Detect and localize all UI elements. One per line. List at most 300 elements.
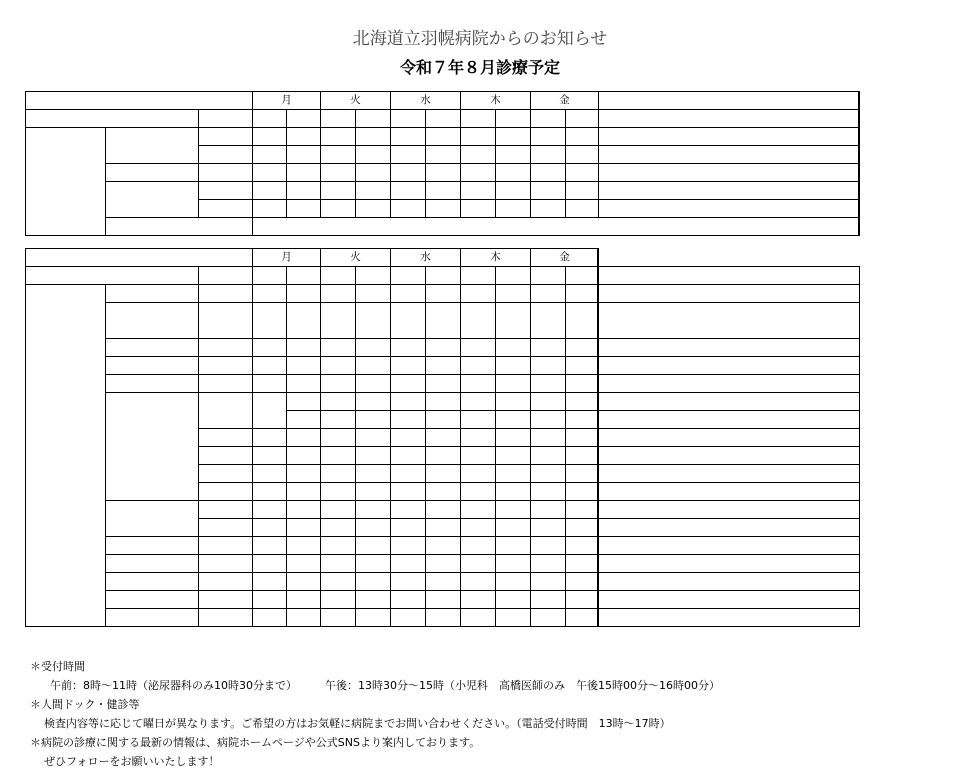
schedule-mark	[356, 429, 391, 447]
schedule-mark	[321, 164, 356, 182]
day-header-0: 月	[253, 92, 321, 110]
reservation-label	[253, 200, 287, 218]
schedule-mark	[496, 501, 531, 519]
day-header-2: 水	[391, 92, 461, 110]
column-header-reservation	[253, 110, 287, 128]
schedule-mark	[287, 303, 321, 339]
schedule-mark	[496, 339, 531, 357]
schedule-mark	[356, 393, 391, 411]
specialist-schedule-table	[25, 248, 860, 627]
schedule-mark	[461, 393, 496, 411]
schedule-mark	[321, 411, 356, 429]
reservation-label	[253, 465, 287, 483]
schedule-mark	[321, 357, 356, 375]
schedule-mark	[599, 146, 860, 164]
pm-header	[531, 110, 566, 128]
schedule-mark	[599, 411, 860, 429]
schedule-mark	[566, 555, 599, 573]
am-header	[566, 267, 599, 285]
schedule-mark	[531, 501, 566, 519]
schedule-mark	[461, 591, 496, 609]
reservation-label	[253, 483, 287, 501]
reservation-label	[253, 146, 287, 164]
schedule-mark	[321, 609, 356, 627]
schedule-mark	[321, 339, 356, 357]
reservation-label	[253, 555, 287, 573]
schedule-mark	[566, 128, 599, 146]
schedule-mark	[461, 483, 496, 501]
am-header	[426, 267, 461, 285]
doctor-label	[199, 519, 253, 537]
am-header	[426, 110, 461, 128]
am-header	[356, 110, 391, 128]
schedule-mark	[321, 146, 356, 164]
schedule-mark	[426, 339, 461, 357]
schedule-mark	[531, 164, 566, 182]
schedule-mark	[566, 501, 599, 519]
schedule-mark	[566, 393, 599, 411]
doctor-label	[199, 128, 253, 146]
schedule-mark	[287, 573, 321, 591]
schedule-mark	[599, 375, 860, 393]
dept-label	[106, 393, 199, 501]
doctor-label	[199, 393, 253, 429]
schedule-mark	[321, 303, 356, 339]
schedule-mark	[531, 182, 566, 200]
table-row	[26, 182, 860, 200]
schedule-mark	[461, 146, 496, 164]
schedule-mark	[356, 164, 391, 182]
doctor-label	[199, 285, 253, 303]
table-row	[26, 537, 860, 555]
schedule-mark	[391, 501, 426, 519]
schedule-mark	[287, 537, 321, 555]
schedule-mark	[566, 429, 599, 447]
schedule-mark	[566, 303, 599, 339]
schedule-mark	[461, 573, 496, 591]
schedule-mark	[287, 200, 321, 218]
table-row	[26, 375, 860, 393]
schedule-mark	[496, 429, 531, 447]
dept-label	[106, 501, 199, 537]
schedule-mark	[599, 519, 860, 537]
schedule-mark	[287, 429, 321, 447]
am-header	[287, 110, 321, 128]
schedule-mark	[599, 537, 860, 555]
schedule-mark	[426, 375, 461, 393]
day-header-1: 火	[321, 249, 391, 267]
schedule-mark	[599, 483, 860, 501]
schedule-mark	[496, 303, 531, 339]
schedule-mark	[391, 555, 426, 573]
schedule-mark	[391, 182, 426, 200]
dept-label	[106, 555, 199, 573]
am-header	[356, 267, 391, 285]
schedule-mark	[531, 375, 566, 393]
schedule-mark	[566, 519, 599, 537]
schedule-mark	[461, 164, 496, 182]
schedule-mark	[599, 465, 860, 483]
schedule-mark	[391, 483, 426, 501]
schedule-mark	[426, 146, 461, 164]
schedule-mark	[426, 200, 461, 218]
schedule-mark	[287, 483, 321, 501]
table-row	[26, 393, 860, 411]
schedule-mark	[599, 303, 860, 339]
schedule-mark	[566, 339, 599, 357]
dept-label	[106, 182, 199, 218]
schedule-mark	[356, 146, 391, 164]
schedule-mark	[461, 182, 496, 200]
doctor-label	[199, 537, 253, 555]
schedule-mark	[566, 164, 599, 182]
day-header-3: 木	[461, 92, 531, 110]
dept-label	[106, 375, 199, 393]
doctor-label	[199, 182, 253, 200]
schedule-mark	[356, 285, 391, 303]
column-header-doctor	[199, 110, 253, 128]
reservation-label	[253, 339, 287, 357]
schedule-mark	[566, 573, 599, 591]
schedule-mark	[496, 609, 531, 627]
schedule-mark	[496, 146, 531, 164]
schedule-mark	[391, 411, 426, 429]
reservation-label	[253, 128, 287, 146]
schedule-mark	[321, 573, 356, 591]
column-header-doctor	[199, 267, 253, 285]
schedule-mark	[599, 609, 860, 627]
schedule-mark	[356, 555, 391, 573]
schedule-mark	[461, 429, 496, 447]
schedule-mark	[531, 609, 566, 627]
schedule-mark	[566, 483, 599, 501]
schedule-mark	[321, 200, 356, 218]
am-header	[496, 267, 531, 285]
schedule-mark	[287, 501, 321, 519]
schedule-mark	[461, 303, 496, 339]
schedule-mark	[566, 182, 599, 200]
schedule-mark	[496, 465, 531, 483]
schedule-mark	[391, 447, 426, 465]
schedule-mark	[461, 285, 496, 303]
schedule-mark	[461, 200, 496, 218]
dept-label	[106, 128, 199, 164]
schedule-mark	[496, 393, 531, 411]
footer-notes	[30, 657, 720, 771]
dept-label	[106, 164, 199, 182]
schedule-mark	[356, 411, 391, 429]
dept-label	[106, 609, 199, 627]
schedule-mark	[426, 357, 461, 375]
schedule-mark	[426, 465, 461, 483]
doctor-label	[199, 164, 253, 182]
pm-header	[391, 267, 426, 285]
pm-header	[531, 267, 566, 285]
am-header	[287, 267, 321, 285]
schedule-mark	[321, 483, 356, 501]
schedule-mark	[566, 285, 599, 303]
empty-header-cell	[599, 249, 860, 267]
reservation-label	[253, 429, 287, 447]
schedule-mark	[531, 555, 566, 573]
schedule-mark	[599, 591, 860, 609]
schedule-mark	[426, 537, 461, 555]
schedule-mark	[426, 429, 461, 447]
reservation-label	[253, 501, 287, 519]
dept-label	[106, 339, 199, 357]
table-row	[26, 357, 860, 375]
day-header-2: 水	[391, 249, 461, 267]
schedule-mark	[566, 411, 599, 429]
schedule-mark	[531, 393, 566, 411]
dept-label	[106, 303, 199, 339]
schedule-mark	[496, 591, 531, 609]
schedule-mark	[321, 429, 356, 447]
pm-reception-time: 午後：13時30分～15時（小児科 高橋医師のみ 午後15時00分～16時00分）	[325, 679, 720, 692]
doctor-label	[199, 339, 253, 357]
schedule-mark	[496, 483, 531, 501]
table-row	[26, 128, 860, 146]
day-header-1: 火	[321, 92, 391, 110]
schedule-mark	[531, 429, 566, 447]
schedule-mark	[321, 555, 356, 573]
doctor-label	[199, 609, 253, 627]
schedule-mark	[461, 519, 496, 537]
schedule-mark	[426, 555, 461, 573]
schedule-mark	[599, 573, 860, 591]
reception-title: ＊受付時間	[30, 660, 85, 673]
schedule-mark	[321, 393, 356, 411]
schedule-mark	[461, 411, 496, 429]
table-row	[26, 555, 860, 573]
schedule-mark	[356, 609, 391, 627]
schedule-mark	[599, 393, 860, 411]
pm-header	[321, 110, 356, 128]
schedule-mark	[496, 537, 531, 555]
empty-header-cell	[599, 92, 860, 110]
doctor-label	[199, 447, 253, 465]
table-row	[26, 285, 860, 303]
doctor-label	[199, 591, 253, 609]
reservation-label	[253, 393, 287, 429]
schedule-mark	[287, 411, 321, 429]
dock-text: 検査内容等に応じて曜日が異なります。ご希望の方はお気軽に病院までお問い合わせください。（電話受付時間 13時～17時）	[44, 717, 671, 730]
schedule-mark	[356, 375, 391, 393]
doctor-label	[199, 357, 253, 375]
schedule-mark	[356, 303, 391, 339]
schedule-mark	[461, 609, 496, 627]
doctor-label	[199, 501, 253, 519]
schedule-mark	[426, 393, 461, 411]
schedule-mark	[287, 146, 321, 164]
general-schedule-table	[25, 91, 860, 236]
pm-header	[391, 110, 426, 128]
follow-text: ぜひフォローをお願いいたします！	[44, 755, 220, 768]
schedule-mark	[321, 537, 356, 555]
schedule-mark	[287, 128, 321, 146]
reservation-label	[253, 519, 287, 537]
schedule-mark	[531, 411, 566, 429]
schedule-mark	[566, 465, 599, 483]
schedule-mark	[599, 285, 860, 303]
schedule-mark	[531, 483, 566, 501]
table-header-title	[26, 249, 253, 267]
schedule-mark	[356, 465, 391, 483]
schedule-mark	[599, 182, 860, 200]
schedule-mark	[461, 465, 496, 483]
doctor-label	[199, 146, 253, 164]
reservation-label	[253, 285, 287, 303]
schedule-mark	[321, 591, 356, 609]
schedule-mark	[391, 339, 426, 357]
table-row	[26, 339, 860, 357]
schedule-mark	[599, 339, 860, 357]
schedule-mark	[531, 591, 566, 609]
table-row	[26, 591, 860, 609]
pm-header	[599, 110, 860, 128]
doctor-label	[199, 483, 253, 501]
reservation-label	[253, 447, 287, 465]
am-header	[566, 110, 599, 128]
table-row	[26, 303, 860, 339]
schedule-mark	[426, 164, 461, 182]
dept-label	[106, 537, 199, 555]
reservation-label	[253, 375, 287, 393]
schedule-mark	[496, 375, 531, 393]
schedule-mark	[287, 285, 321, 303]
schedule-mark	[531, 537, 566, 555]
schedule-mark	[461, 537, 496, 555]
schedule-mark	[287, 182, 321, 200]
schedule-mark	[391, 164, 426, 182]
doctor-label	[199, 573, 253, 591]
schedule-mark	[566, 357, 599, 375]
day-header-0: 月	[253, 249, 321, 267]
pm-header	[599, 267, 860, 285]
schedule-mark	[321, 501, 356, 519]
day-header-4: 金	[531, 249, 599, 267]
schedule-mark	[566, 375, 599, 393]
reservation-label	[253, 591, 287, 609]
dept-label	[106, 591, 199, 609]
schedule-mark	[287, 375, 321, 393]
pm-header	[461, 267, 496, 285]
reservation-label	[253, 537, 287, 555]
doctor-label	[199, 555, 253, 573]
dock-title: ＊人間ドック・健診等	[30, 698, 140, 711]
blank-cell	[106, 218, 253, 236]
schedule-mark	[461, 447, 496, 465]
schedule-mark	[531, 519, 566, 537]
schedule-mark	[599, 357, 860, 375]
schedule-mark	[287, 519, 321, 537]
schedule-mark	[287, 555, 321, 573]
schedule-mark	[321, 375, 356, 393]
schedule-mark	[496, 519, 531, 537]
schedule-mark	[356, 447, 391, 465]
table-row	[26, 609, 860, 627]
hospital-name: 北海道立羽幌病院からのお知らせ	[352, 29, 608, 49]
schedule-mark	[391, 573, 426, 591]
schedule-mark	[426, 609, 461, 627]
doctor-label	[199, 465, 253, 483]
schedule-mark	[496, 357, 531, 375]
reservation-label	[253, 164, 287, 182]
schedule-mark	[599, 501, 860, 519]
schedule-mark	[426, 447, 461, 465]
schedule-mark	[391, 393, 426, 411]
schedule-mark	[287, 591, 321, 609]
page-title: 令和７年８月診療予定	[399, 58, 560, 77]
schedule-mark	[356, 339, 391, 357]
schedule-mark	[531, 339, 566, 357]
schedule-mark	[461, 339, 496, 357]
schedule-mark	[426, 501, 461, 519]
schedule-mark	[391, 537, 426, 555]
table-row	[26, 501, 860, 519]
schedule-mark	[356, 519, 391, 537]
schedule-mark	[391, 357, 426, 375]
schedule-mark	[531, 146, 566, 164]
schedule-mark	[599, 555, 860, 573]
pm-header	[461, 110, 496, 128]
schedule-mark	[599, 128, 860, 146]
am-header	[496, 110, 531, 128]
schedule-mark	[426, 411, 461, 429]
schedule-mark	[566, 447, 599, 465]
schedule-mark	[566, 591, 599, 609]
schedule-mark	[391, 285, 426, 303]
schedule-mark	[356, 537, 391, 555]
schedule-mark	[531, 303, 566, 339]
schedule-mark	[356, 128, 391, 146]
schedule-mark	[356, 483, 391, 501]
schedule-mark	[566, 537, 599, 555]
schedule-mark	[426, 182, 461, 200]
schedule-mark	[287, 357, 321, 375]
schedule-mark	[531, 465, 566, 483]
schedule-mark	[531, 357, 566, 375]
schedule-mark	[356, 573, 391, 591]
schedule-mark	[287, 447, 321, 465]
schedule-mark	[531, 128, 566, 146]
column-header-dept	[26, 110, 199, 128]
schedule-mark	[461, 501, 496, 519]
reservation-label	[253, 573, 287, 591]
schedule-mark	[356, 591, 391, 609]
schedule-mark	[461, 128, 496, 146]
schedule-mark	[566, 146, 599, 164]
group-label	[26, 128, 106, 236]
schedule-mark	[496, 200, 531, 218]
schedule-mark	[287, 339, 321, 357]
schedule-mark	[391, 519, 426, 537]
schedule-mark	[356, 182, 391, 200]
schedule-mark	[391, 591, 426, 609]
schedule-mark	[461, 357, 496, 375]
schedule-mark	[287, 609, 321, 627]
schedule-mark	[426, 128, 461, 146]
dept-label	[106, 357, 199, 375]
schedule-mark	[496, 128, 531, 146]
schedule-mark	[391, 146, 426, 164]
schedule-mark	[496, 573, 531, 591]
table-row	[26, 164, 860, 182]
schedule-mark	[321, 128, 356, 146]
schedule-mark	[531, 285, 566, 303]
schedule-mark	[356, 501, 391, 519]
schedule-mark	[391, 429, 426, 447]
